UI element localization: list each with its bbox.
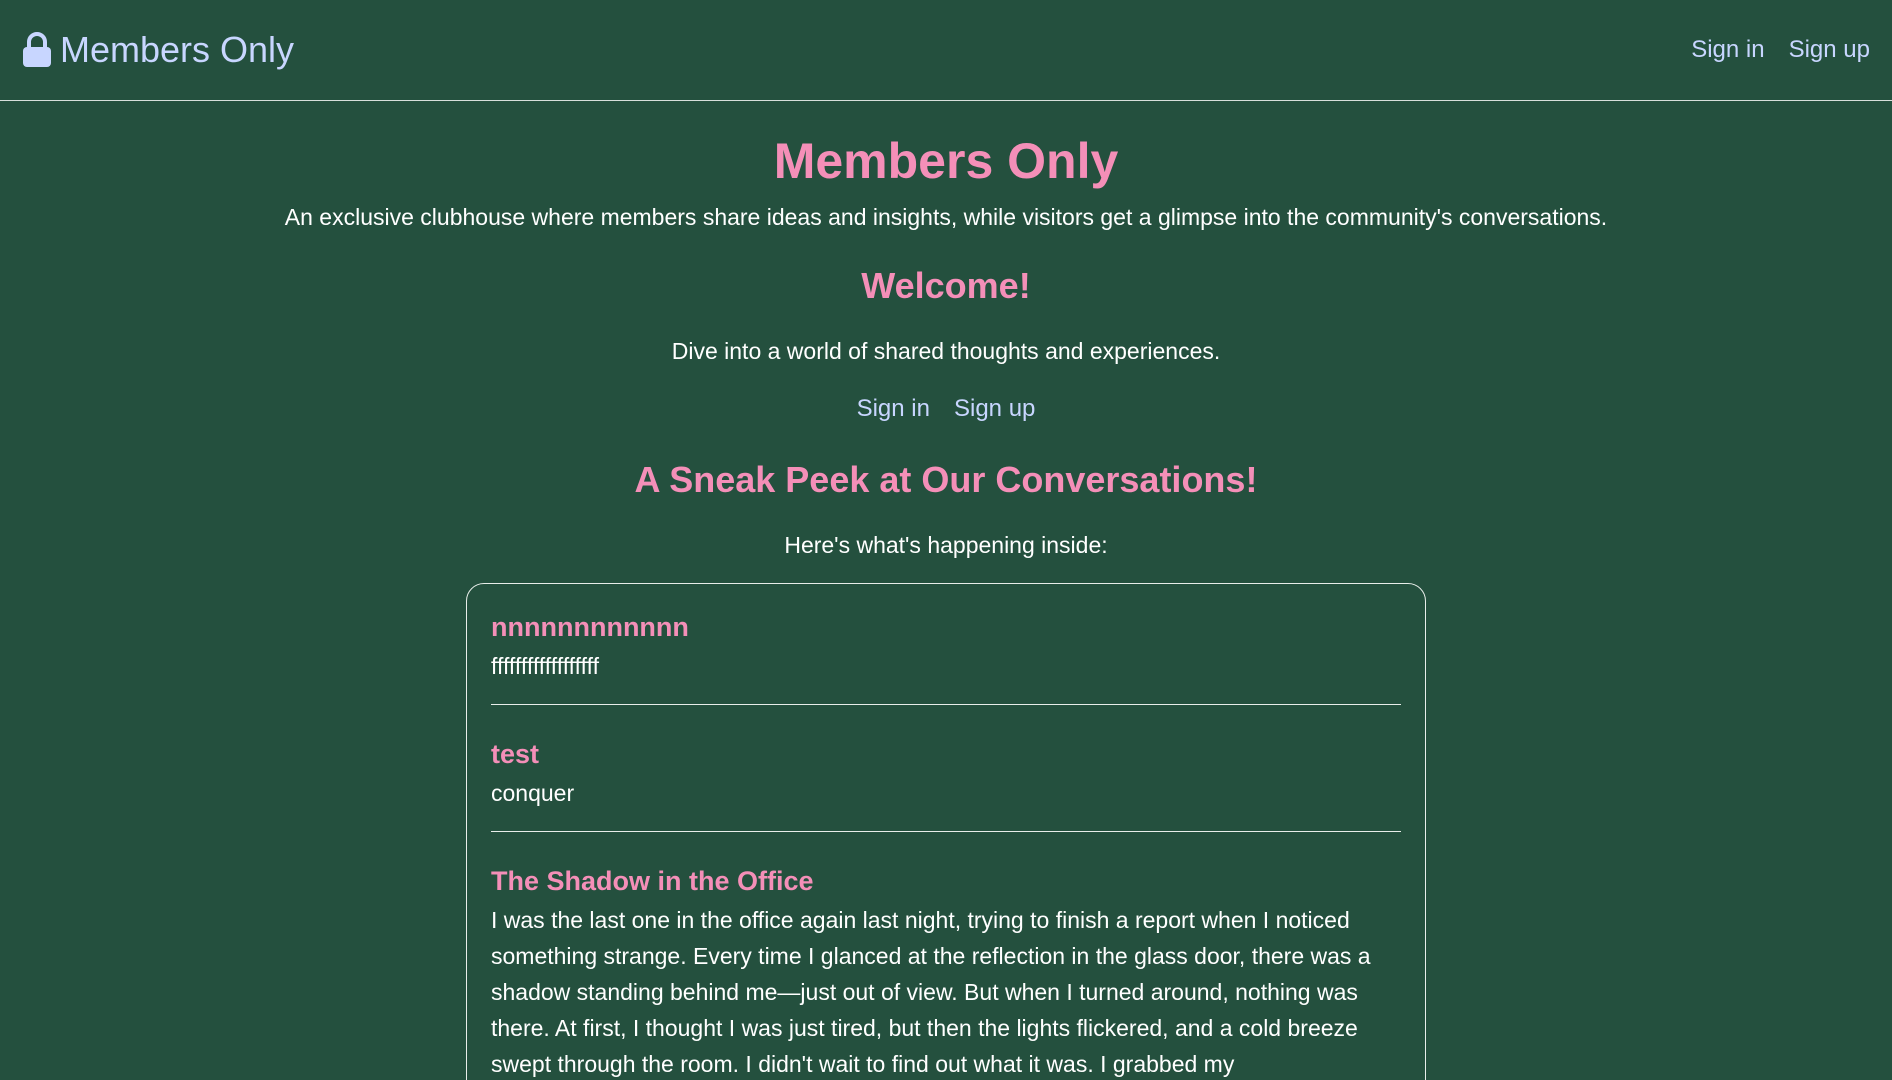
main-content — [0, 131, 1892, 1080]
hero-subtitle: An exclusive clubhouse where members share ideas and insights, while visitors get a glimpse into the community's conversations. — [284, 204, 1608, 230]
nav-sign-in-link[interactable]: Sign in — [1691, 36, 1765, 63]
lock-icon — [22, 32, 52, 68]
messages-card — [466, 583, 1426, 1080]
message-body: I was the last one in the office again last night, trying to finish a report when I noticed something strange. Every time I glanced at the reflection in the glass door, there was a shadow standing behind me—just out of view. But when I turned around, nothing was there. At first, I thought I was just tired, but then the lights flickered, and a cold breeze swept through the room. I didn't wait to find out what it was. I grabbed my — [491, 907, 1371, 1077]
message-body: ffffffffffffffffff — [491, 653, 599, 679]
cta-links — [0, 395, 1892, 423]
navbar — [0, 0, 1892, 101]
message-title: nnnnnnnnnnnn — [491, 612, 689, 642]
welcome-title: Welcome! — [861, 265, 1031, 306]
message-item — [491, 739, 1401, 811]
nav-links — [1691, 36, 1870, 64]
message-title: The Shadow in the Office — [491, 866, 814, 896]
cta-sign-in-link[interactable]: Sign in — [856, 395, 930, 422]
welcome-text: Dive into a world of shared thoughts and experiences. — [671, 338, 1221, 364]
message-divider — [491, 704, 1401, 705]
peek-text: Here's what's happening inside: — [784, 532, 1108, 558]
hero-title: Members Only — [773, 133, 1119, 189]
message-item — [491, 866, 1401, 1080]
cta-sign-up-link[interactable]: Sign up — [953, 395, 1036, 422]
message-body: conquer — [491, 780, 575, 806]
peek-title: A Sneak Peek at Our Conversations! — [634, 459, 1258, 500]
brand-label: Members Only — [60, 29, 295, 70]
message-divider — [491, 831, 1401, 832]
message-item — [491, 612, 1401, 684]
brand-link[interactable] — [22, 29, 294, 71]
message-title: test — [491, 739, 540, 769]
nav-sign-up-link[interactable]: Sign up — [1788, 36, 1870, 63]
